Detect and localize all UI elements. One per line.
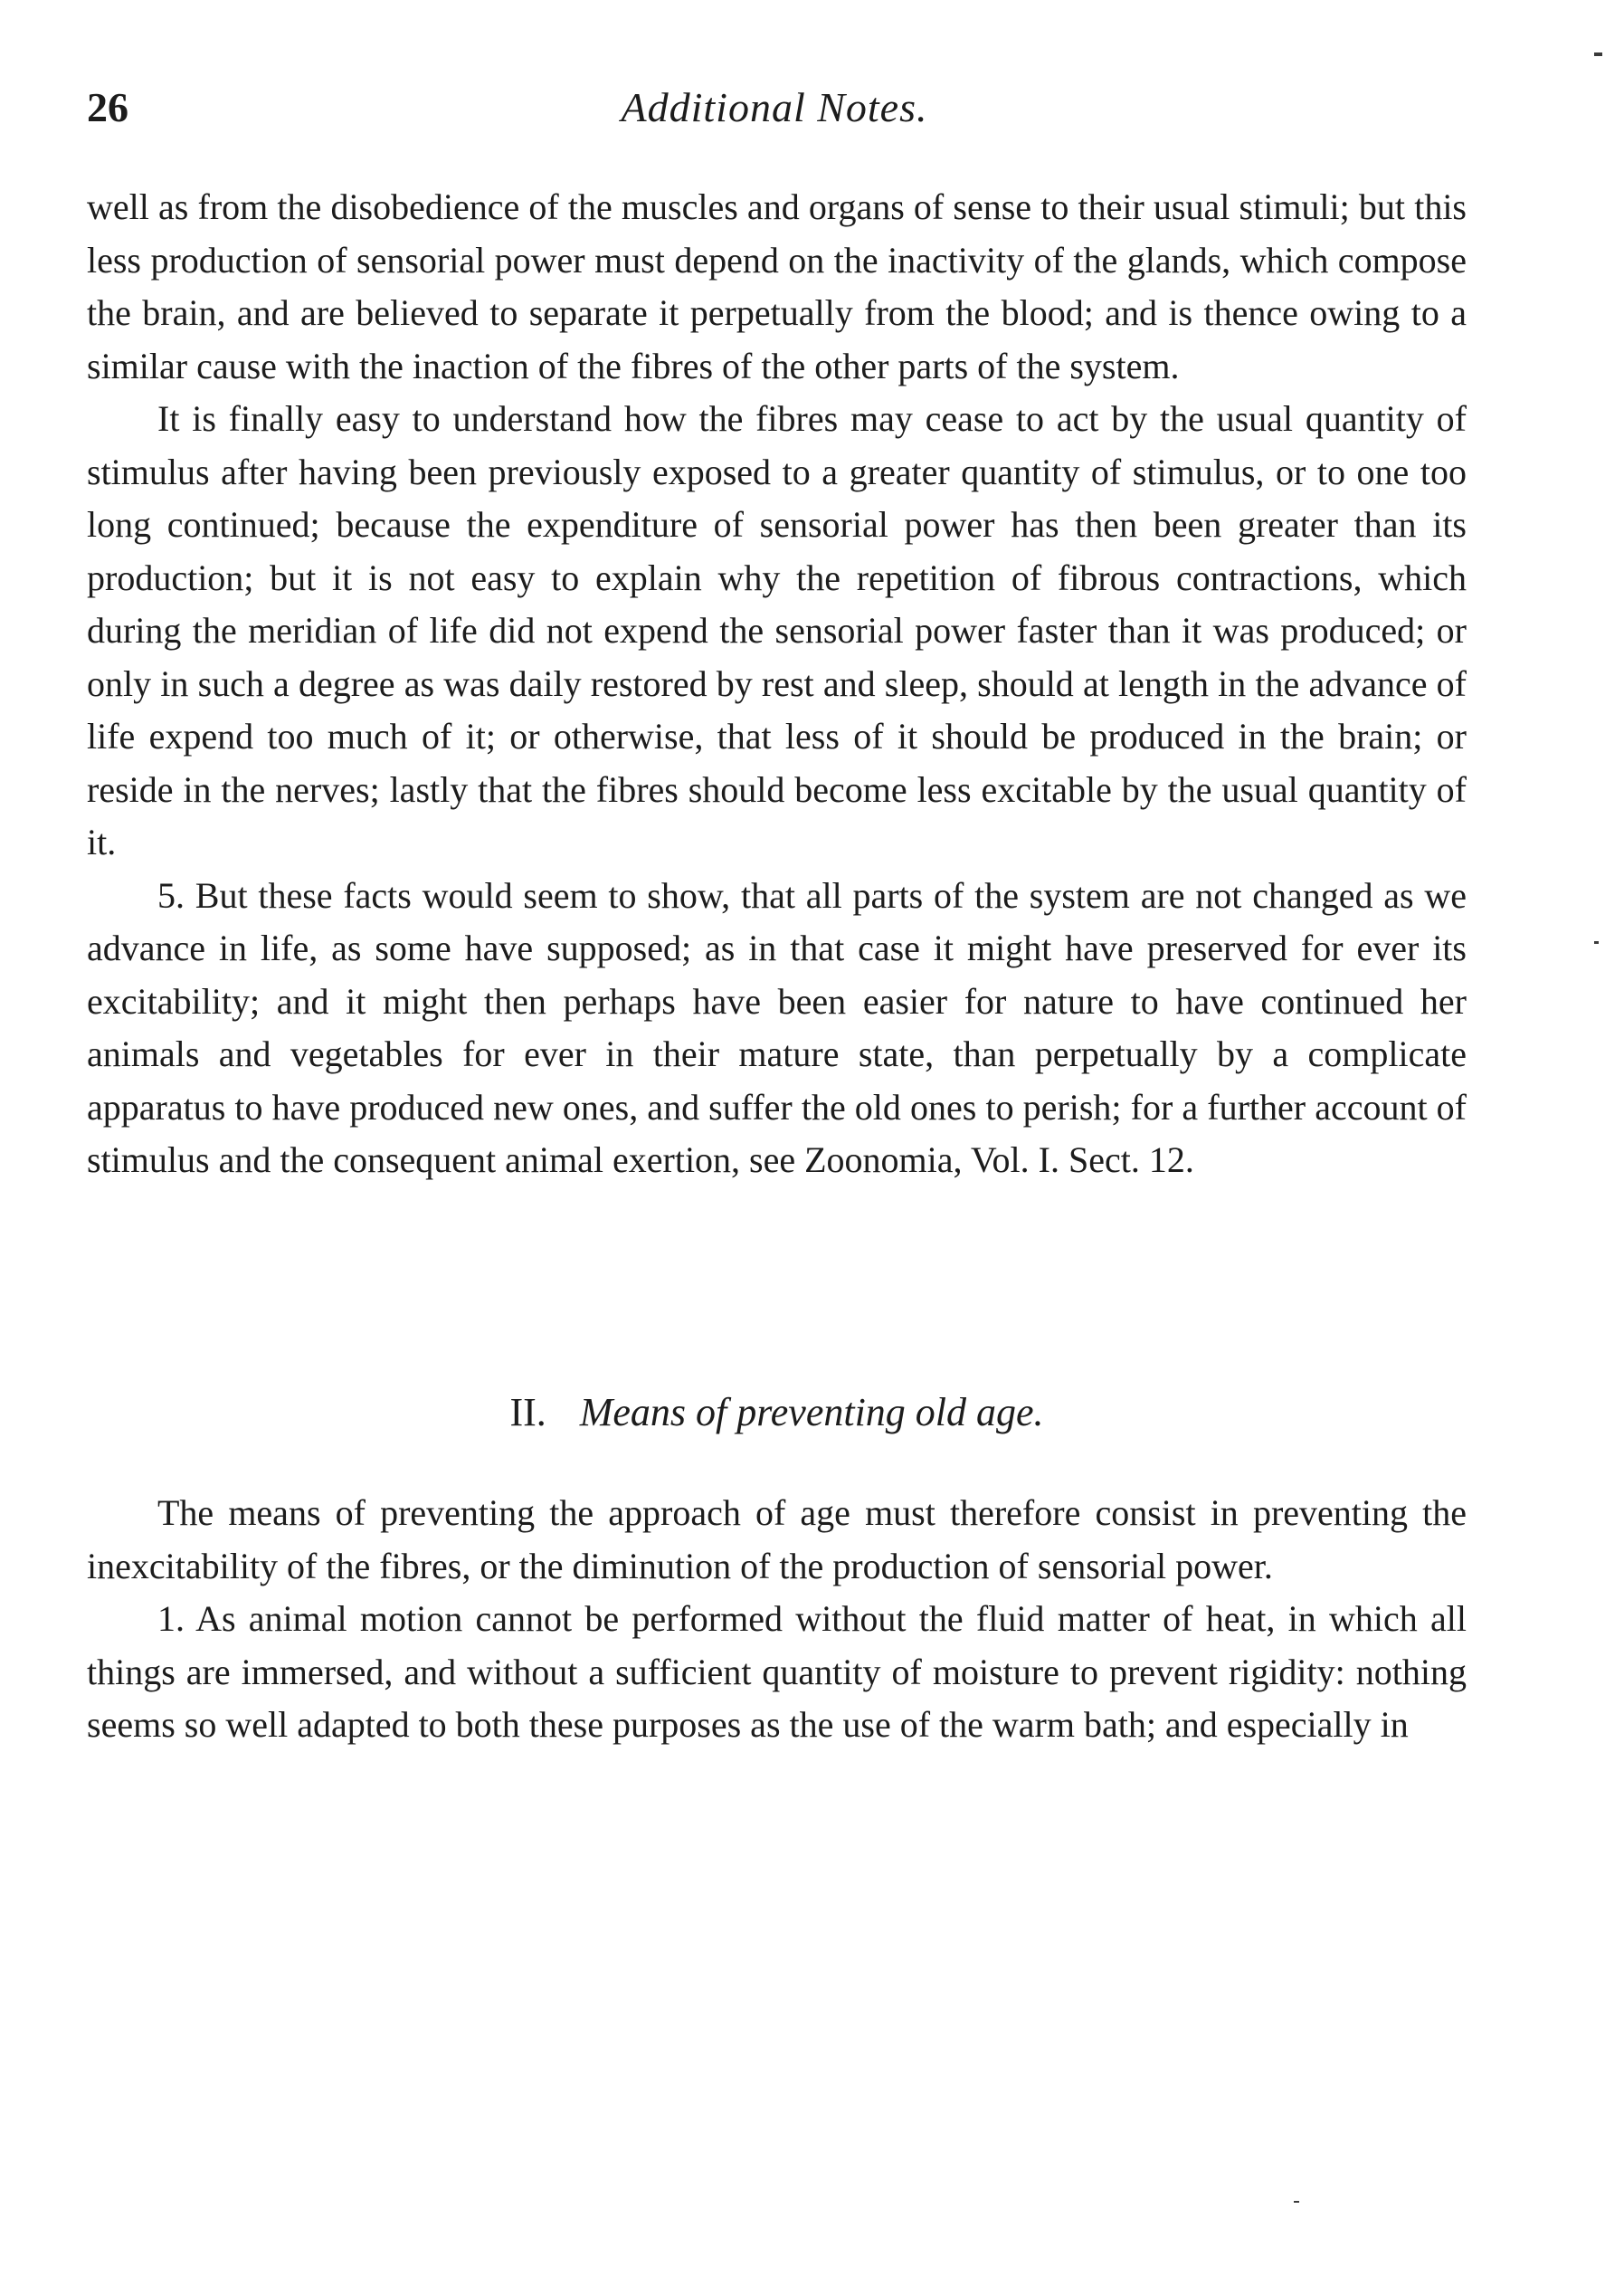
- numbered-paragraph: [87, 1593, 1467, 1752]
- section-number: II.: [509, 1390, 546, 1434]
- numbered-paragraph: [87, 870, 1467, 1187]
- paragraph-text: well as from the disobedience of the muscles and organs of sense to their usual stimuli; but this less production of sensorial power must depend on the inactivity of the glands, which compose the brain, and are believed to separate it perpetually from the blood; and is thence owing to a similar cause with the inaction of the fibres of the other parts of the system.: [87, 186, 1467, 386]
- paragraph-text: It is finally easy to understand how the fibres may cease to act by the usual quantity of stimulus after having been previously exposed to a greater quantity of stimulus, or to one too long continued; because the expenditure of sensorial power has then been greater than its production; but it is not easy to explain why the repetition of fibrous contractions, which during the meridian of life did not expend the sensorial power faster than it was produced; or only in such a degree as was daily restored by rest and sleep, should at length in the advance of life expend too much of it; or otherwise, that less of it should be produced in the brain; or reside in the nerves; lastly that the fibres should become less excitable by the usual quantity of it.: [87, 398, 1467, 862]
- scan-speck: [1594, 52, 1602, 56]
- paragraph-number: 5.: [157, 874, 185, 916]
- paragraph-number: 1.: [157, 1598, 185, 1639]
- paragraph: [87, 393, 1467, 870]
- running-title: Additional Notes.: [621, 84, 928, 130]
- scan-speck: [1294, 2201, 1299, 2203]
- paragraph-text: The means of preventing the approach of age must therefore consist in preventing the inexcitability of the fibres, or the diminution of the production of sensorial power.: [87, 1492, 1467, 1586]
- paragraph-continued: [87, 181, 1467, 393]
- running-head: [87, 83, 1462, 138]
- page-number: 26: [87, 84, 128, 130]
- section-heading: [87, 1389, 1467, 1435]
- section-title: Means of preventing old age.: [579, 1390, 1044, 1434]
- paragraph-text: As animal motion cannot be performed without the fluid matter of heat, in which all things are immersed, and without a sufficient quantity of moisture to prevent rigidity: nothing seems so well adapted to both these purposes as the use of the warm bath; and especially in: [87, 1598, 1467, 1745]
- paragraph-text: But these facts would seem to show, that all parts of the system are not changed as we advance in life, as some have supposed; as in that case it might have preserved for ever its excitability; and it might then perhaps have been easier for nature to have continued her animals and vegetables for ever in their mature state, than perpetually by a complicate apparatus to have produced new ones, and suffer the old ones to perish; for a further account of stimulus and the consequent animal exertion, see Zoonomia, Vol. I. Sect. 12.: [87, 874, 1467, 1180]
- text-block-upper: [87, 181, 1467, 1187]
- text-block-lower: [87, 1487, 1467, 1752]
- scan-speck: [1594, 941, 1599, 944]
- paragraph: [87, 1487, 1467, 1593]
